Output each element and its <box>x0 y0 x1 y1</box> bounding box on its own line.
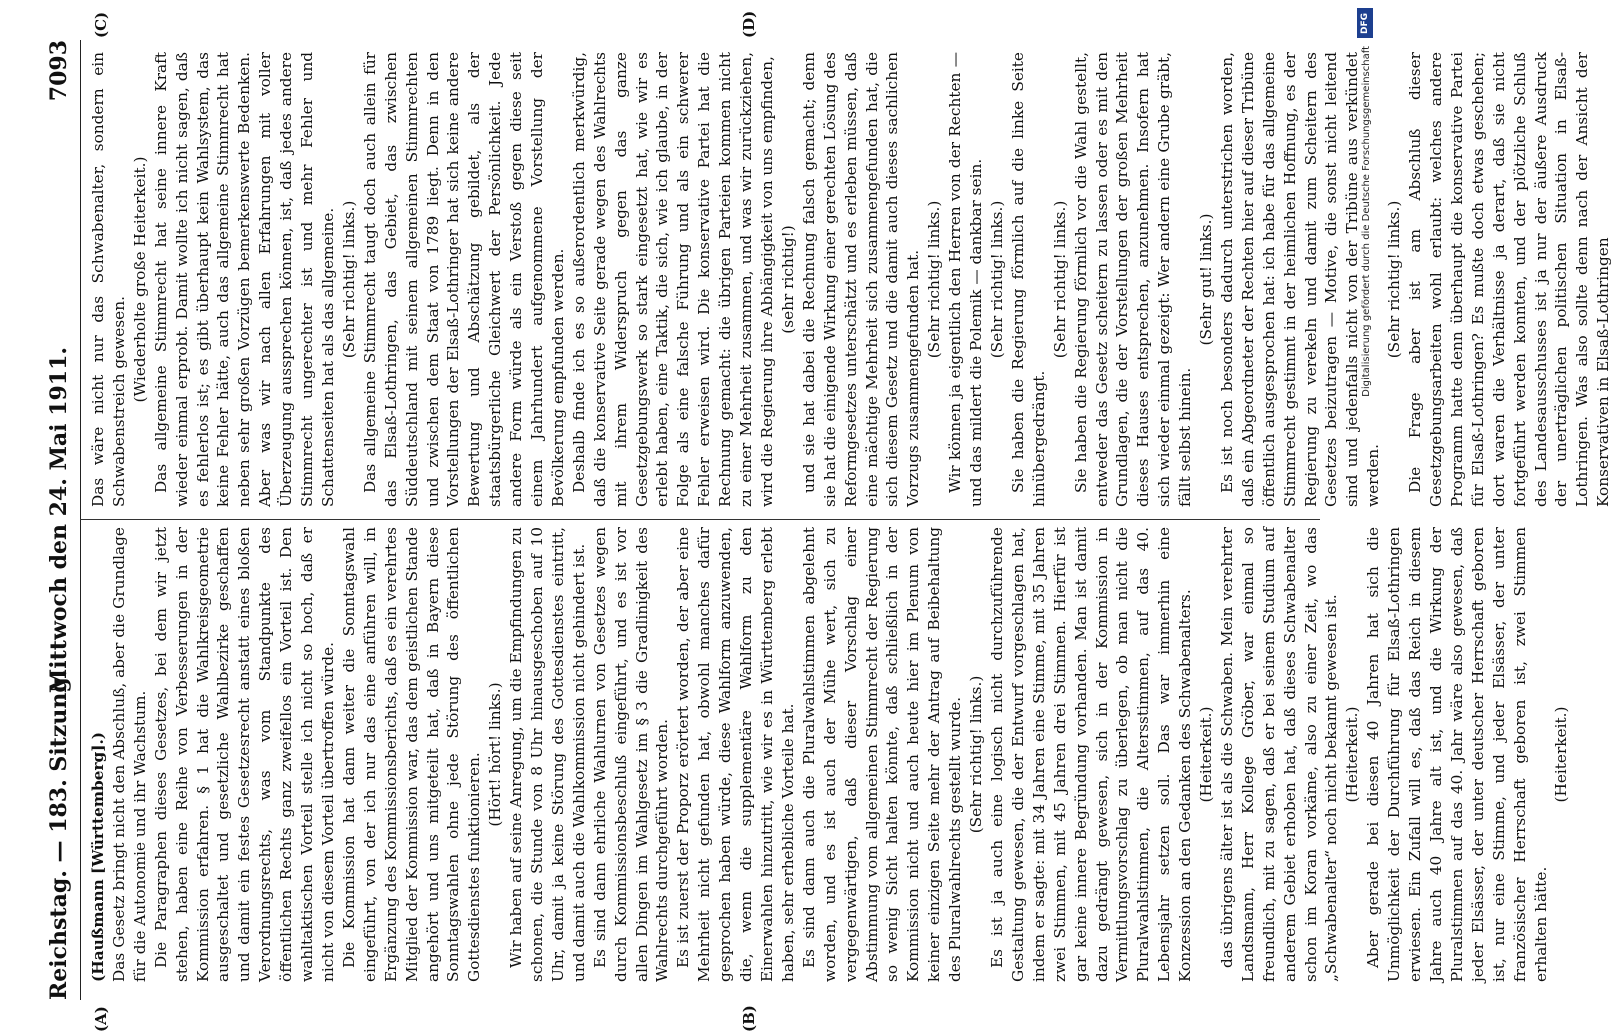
page-number: 7093 <box>46 40 72 102</box>
paragraph: Es ist ja auch eine logisch nicht durchzuführende Gestaltung gewesen, die der Entwurf vorgeschlagen hat, indem er sagte: mit 34 Jahren eine Stimme, mit 35 Jahren zwei Stimmen, mit 45 Jahren drei Stimmen. Hierfür ist gar keine innere Begründung vorhanden. Man ist damit dazu gedrängt gewesen, sich in der Kommission in Vermittlungsvorschlag zu überlegen, ob man nicht die Pluralwahlstimmen, die Altersstimmen, auf das 40. Lebensjahr setzen soll. Das war immerhin eine Konzession an den Gedanken des Schwabenalters. <box>987 527 1195 982</box>
interjection: (Sehr richtig! links.) <box>1385 200 1404 359</box>
header-left: Reichstag. — 183. Sitzung. <box>46 669 72 1000</box>
paragraph: das übrigens älter ist als die Schwaben. Mein verehrter Landsmann, Herr Kollege Gröber, war einmal so freundlich, mit zu sagen, daß er bei seinem Studium auf anderem Gebiet erhoben hat, daß dieses Schwabenalter schon im Koran vorkäme, also zu einer Zeit, wo das „Schwabenalter“ noch nicht bekannt gewesen ist. <box>1217 527 1341 982</box>
interjection: (Heiterkeit.) <box>1343 706 1362 803</box>
paragraph: Das allgemeine Stimmrecht hat seine innere Kraft wieder einmal erprobt. Damit wollte ich nicht sagen, daß es fehlerlos ist; es gibt überhaupt kein Wahlsystem, das keine Fehler hätte, auch das allgemeine Stimmrecht hat neben sehr großen Vorzügen bemerkenswerte Bedenken. Aber was wir nach allen Erfahrungen mit voller Überzeugung aussprechen können, ist, daß jedes andere Stimmrecht ungerechter ist und mehr Fehler und Schattenseiten hat als das allgemeine. <box>151 52 337 507</box>
paragraph: Deshalb finde ich es so außerordentlich merkwürdig, daß die konservative Seite gerade wegen des Wahlrechts mit ihrem Widerspruch gegen das ganze Gesetzgebungswerk so stark eingesetzt hat, wie wir es erlebt haben, eine Taktik, die sich, wie ich glaube, in der Folge als eine falsche Führung und als ein schwerer Fehler erweisen wird. Die konservative Partei hat die Rechnung gemacht: die übrigen Parteien kommen nicht zu einer Mehrheit zusammen, und was wir zurückziehen, wird die Regierung ihre Abhängigkeit von uns empfinden, <box>569 52 776 507</box>
margin-mark-b: (B) <box>740 1005 758 1032</box>
interjection: (Sehr richtig! links.) <box>987 200 1006 359</box>
paragraph: Es sind dann ehrliche Wahlurnen von Gesetzes wegen durch Kommissionsbeschluß eingeführt, und es ist vor allen Dingen im Wahlgesetz im § 3 die Gradlinigkeit des Wahlrechts durchgeführt worden. <box>590 527 672 982</box>
paragraph: Aber gerade bei diesen 40 Jahren hat sich die Unmöglichkeit der Durchführung für Elsaß-Lothringen erwiesen. Ein Zufall will es, daß das Reich in diesem Jahre auch 40 Jahre alt ist, und die Wirkung der Pluralstimmen auf das 40. Jahr wäre also gewesen, daß jeder Elsässer, der unter deutscher Herrschaft geboren ist, nur eine Stimme, und jeder Elsässer, der unter französischer Herrschaft geboren ist, zwei Stimmen erhalten hätte. <box>1364 527 1550 982</box>
page-header <box>40 40 78 1000</box>
dfg-credit: Digitalisierung gefördert durch die Deutsche Forschungsgemeinschaft <box>1361 46 1372 397</box>
paragraph: Die Kommission hat dann weiter die Sonntagswahl eingeführt, von der ich nur das eine anführen will, in Ergänzung des Kommissionsberichts, daß es ein verehrtes Mitglied der Kommission war, das dem geistlichen Stande angehört und uns mitgeteilt hat, daß in Bayern diese Sonntagswahlen ohne jede Störung des öffentlichen Gottesdienstes funktionieren. <box>339 527 484 982</box>
paragraph: Wir haben auf seine Anregung, um die Empfindungen zu schonen, die Stunde von 8 Uhr hinausgeschoben auf 10 Uhr, damit ja keine Störung des Gottesdienstes eintritt, und damit auch die Wahlkommission nicht gehindert ist. <box>507 527 588 982</box>
paragraph: Es ist zuerst der Proporz erörtert worden, der aber eine Mehrheit nicht gefunden hat, obwohl manches dafür gesprochen haben würde, diese Wahlform anzuwenden, die, wenn die supplementäre Wahlform zu den Einerwahlen hinzutritt, wie wir es in Württemberg erlebt haben, sehr erhebliche Vorteile hat. <box>674 527 797 982</box>
paragraph: Die Frage aber ist am Abschluß dieser Gesetzgebungsarbeiten wohl erlaubt: welches andere Programm hatte denn überhaupt die konservative Partei für Elsaß-Lothringen? Es mußte doch etwas geschehen; dort waren die Verhältnisse ja derart, daß sie nicht fortgeführt werden konnten, und der plötzliche Schluß des Landesausschusses ist ja nur der äußere Ausdruck der unerträglichen politischen Situation in Elsaß-Lothringen. Was also sollte denn nach der Ansicht der Konservativen in Elsaß-Lothringen <box>1406 52 1613 507</box>
interjection: (Sehr gut! links.) <box>1197 213 1216 346</box>
interjection: (Wiederholte große Heiterkeit.) <box>130 156 149 403</box>
dfg-sidebar <box>1357 0 1379 1000</box>
interjection: (Heiterkeit.) <box>1197 706 1216 803</box>
paragraph: Es ist noch besonders dadurch unterstrichen worden, daß ein Abgeordneter der Rechten hier auf dieser Tribüne öffentlich ausgesprochen hat: ich habe für das allgemeine Stimmrecht gestimmt in der heimlichen Hoffnung, es der Regierung zu verekeln und damit zum Scheitern des Gesetzes beizutragen — Motive, die sonst nicht leitend sind und jedenfalls nicht von der Tribüne aus verkündet werden. <box>1217 52 1383 507</box>
paragraph: Die Paragraphen dieses Gesetzes, bei dem wir jetzt stehen, haben eine Reihe von Verbesserungen in der Kommission erfahren. § 1 hat die Wahlkreisgeometrie ausgeschaltet und gesetzliche Wahlbezirke geschaffen und damit ein festes Gesetzesrecht anstatt eines bloßen Verordnungsrechts, was vom Standpunkte des öffentlichen Rechts ganz zweifellos ein Vorteil ist. Den wahltaktischen Vorteil stelle ich nicht so hoch, daß er nicht von diesem Vorteil übertroffen würde. <box>151 527 337 982</box>
paragraph: Sie haben die Regierung förmlich vor die Wahl gestellt, entweder das Gesetz scheitern zu lassen oder es mit den Grundlagen, die der Vorstellungen der großen Mehrheit dieses Hauses entsprechen, anzunehmen. Insofern hat sich wieder einmal gezeigt: Wer andern eine Grube gräbt, fällt selbst hinein. <box>1071 52 1195 507</box>
interjection: (Heiterkeit.) <box>1552 706 1571 803</box>
margin-mark-c: (C) <box>92 11 110 38</box>
paragraph: und sie hat dabei die Rechnung falsch gemacht; denn sie hat die einigende Wirkung einer gerechten Lösung des Reformgesetzes unterschätzt und es erleben müssen, daß eine mächtige Mehrheit sich zusammengefunden hat, die sich diesem Gesetz und die damit auch dieses sachlichen Vorzugs zusammengefunden hat. <box>799 52 923 507</box>
margin-mark-d: (D) <box>740 10 758 38</box>
interjection: (Sehr richtig! links.) <box>339 200 358 359</box>
interjection: (Sehr richtig! links.) <box>967 675 986 834</box>
paragraph: Das Gesetz bringt nicht den Abschluß, aber die Grundlage für die Autonomie und ihr Wachstum. <box>109 527 149 982</box>
interjection: (Sehr richtig! links.) <box>1050 200 1069 359</box>
left-column <box>88 527 1572 982</box>
speaker-name: (Haußmann [Württemberg].) <box>89 731 107 982</box>
paragraph: Das wäre nicht nur das Schwabenalter, sondern ein Schwabenstreich gewesen. <box>89 52 128 507</box>
paragraph: Das allgemeine Stimmrecht taugt doch auch allein für das Elsaß-Lothringen, das Gebiet, das zwischen Süddeutschland mit seinem allgemeinen Stimmrechten und zwischen dem Staat von 1789 liegt. Denn in den Vorstellungen der Elsaß-Lothringer hat sich keine andere Bewertung und Abschätzung gebildet, als der staatsbürgerliche Gleichwert der Persönlichkeit. Jede andere Form würde als ein Verstoß gegen diese seit einem Jahrhundert aufgenommene Vorstellung der Bevölkerung empfunden werden. <box>360 52 567 507</box>
header-rule <box>80 40 81 1000</box>
dfg-logo: DFG <box>1357 8 1373 38</box>
paragraph: Wir können ja eigentlich den Herren von der Rechten — und das mildert die Polemik — dankbar sein. <box>946 52 986 507</box>
paragraph: Sie haben die Regierung förmlich auf die linke Seite hinübergedrängt. <box>1008 52 1048 507</box>
column-rule <box>80 519 1320 520</box>
paragraph: Es sind dann auch die Pluralwahlstimmen abgelehnt worden, und es ist auch der Mühe wert, sich zu vergegenwärtigen, daß dieser Vorschlag einer Abstimmung vom allgemeinen Stimmrecht der Regierung so wenig Sicht halten könnte, daß schließlich in der Kommission nicht und auch heute hier im Plenum von keiner einzigen Seite mehr der Antrag auf Beibehaltung des Pluralwahlrechts gestellt wurde. <box>799 527 965 982</box>
margin-mark-a: (A) <box>92 1006 110 1032</box>
header-center: Mittwoch den 24. Mai 1911. <box>46 346 72 694</box>
interjection: (sehr richtig!) <box>778 225 797 334</box>
right-column <box>88 52 1614 507</box>
interjection: (Sehr richtig! links.) <box>925 200 944 359</box>
interjection: (Hört! hört! links.) <box>486 682 505 827</box>
